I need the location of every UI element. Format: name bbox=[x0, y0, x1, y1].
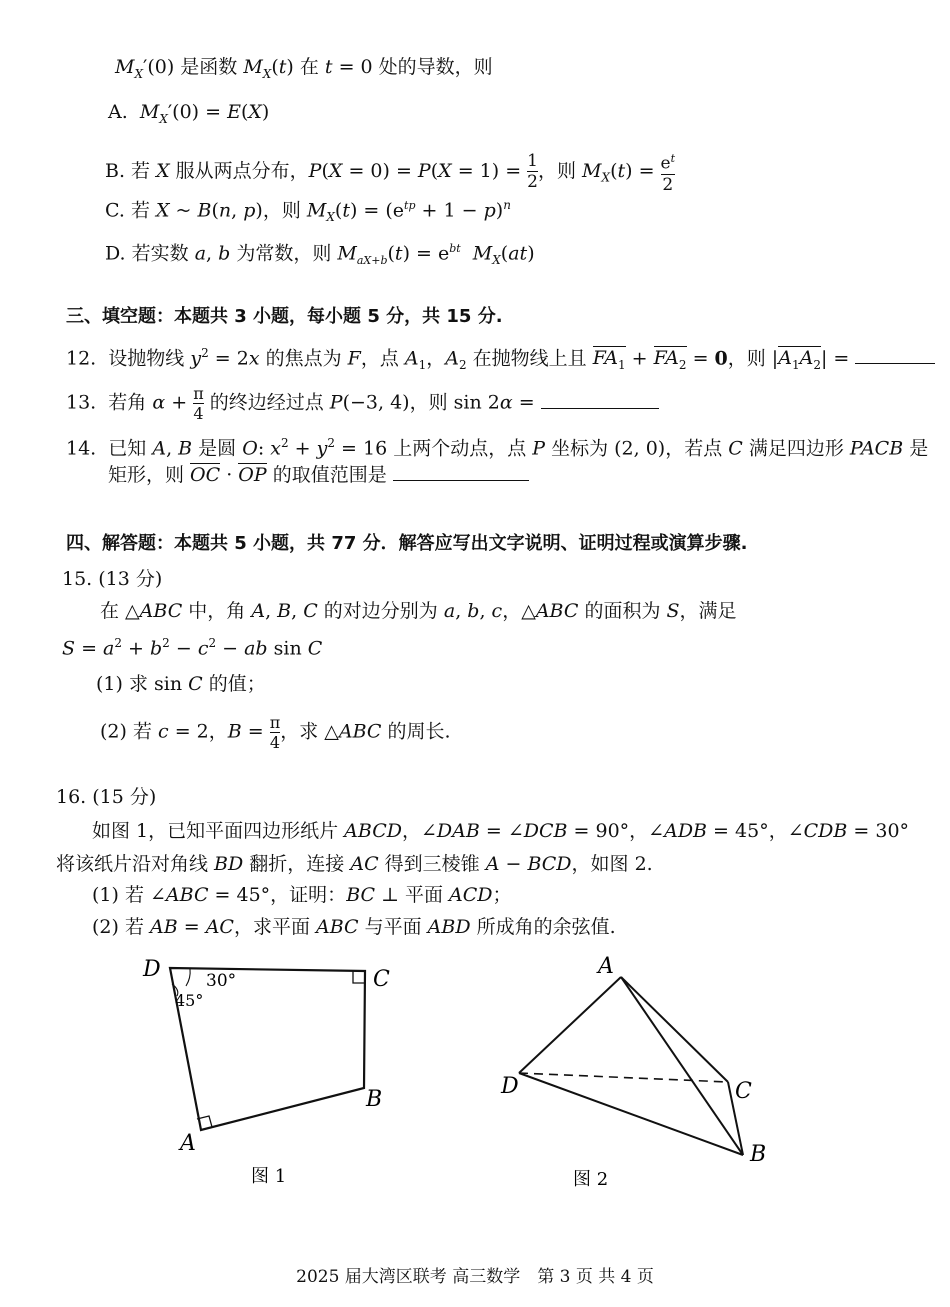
q11-intro: $M_X'(0)$ 是函数 $M_X(t)$ 在 t = 0 处的导数，则 bbox=[115, 56, 493, 81]
q15-line2: $S = a^2 + b^2 - c^2$ − ab sin C bbox=[62, 636, 323, 660]
q15-part2: (2) 若 c = 2，B = $\frac{\pi}{4}$ ，求 △ABC 的周长. bbox=[100, 713, 451, 752]
fig2-edge-ad bbox=[519, 977, 621, 1073]
figure-1 bbox=[142, 957, 390, 1187]
page-footer: 2025 届大湾区联考 高三数学 第 3 页 共 4 页 bbox=[296, 1267, 654, 1287]
q13: 13. 若角 α + $\frac{\pi}{4}$ 的终边经过点 P(−3, 4)，则 sin 2α = bbox=[66, 384, 659, 423]
q16-part2: (2) 若 AB = AC，求平面 ABC 与平面 ABD 所成角的余弦值. bbox=[92, 916, 616, 938]
q16-header: 16. (15 分) bbox=[56, 786, 157, 808]
fig1-arc-30 bbox=[186, 969, 190, 986]
section3-heading: 三、填空题：本题共 3 小题，每小题 5 分，共 15 分. bbox=[66, 306, 503, 327]
q11-option-b: B. 若 X 服从两点分布，P(X = 0) = P(X = 1) = $\frac{1}{2}$ ，则 $M_X(t)$ = $\frac{e^t}{2}$ bbox=[105, 149, 675, 195]
q11-option-c: C. 若 X ~ B(n, p)，则 $M_X(t) = (e^{tp} + 1 - p)^n$ bbox=[105, 198, 511, 225]
q14-line2: 矩形，则 OC · OP 的取值范围是 bbox=[108, 462, 529, 488]
fig1-right-angle-c bbox=[353, 971, 365, 983]
fig2-label-d: D bbox=[501, 1074, 519, 1099]
q16-line1: 如图 1，已知平面四边形纸片 ABCD，∠DAB = ∠DCB = 90°，∠ADB = 45°，∠CDB = 30° bbox=[92, 820, 910, 842]
q15-part1: (1) 求 sin C 的值； bbox=[96, 673, 266, 695]
q14-line1: 14. 已知 A, B 是圆 O: $x^2 + y^2 = 16$ 上两个动点，点 P 坐标为 (2, 0)，若点 C 满足四边形 PACB 是 bbox=[66, 436, 929, 460]
fig1-caption: 图 1 bbox=[251, 1166, 287, 1187]
fig1-angle-30: 30° bbox=[206, 971, 237, 991]
fig2-label-b: B bbox=[750, 1142, 767, 1167]
q15-line1: 在 △ABC 中，角 A, B, C 的对边分别为 a, b, c，△ABC 的面积为 S，满足 bbox=[100, 600, 737, 622]
fig1-label-c: C bbox=[373, 967, 390, 992]
q16-part1: (1) 若 ∠ABC = 45°，证明：BC ⊥ 平面 ACD； bbox=[92, 884, 512, 906]
fig2-edge-ab bbox=[621, 977, 743, 1155]
fig2-edge-ac bbox=[621, 977, 728, 1082]
section4-heading: 四、解答题：本题共 5 小题，共 77 分．解答应写出文字说明、证明过程或演算步骤. bbox=[66, 533, 748, 554]
figure-2 bbox=[500, 954, 766, 1190]
q11-option-d: D. 若实数 a, b 为常数，则 $M_{aX+b}(t) = e^{bt}$ $M_X(at)$ bbox=[105, 242, 535, 268]
fig2-edge-db bbox=[519, 1073, 743, 1155]
q11-option-a: A. $M_X'(0) = E(X)$ bbox=[108, 101, 270, 126]
q15-header: 15. (13 分) bbox=[62, 568, 163, 590]
fig2-caption: 图 2 bbox=[573, 1169, 609, 1190]
fig1-label-d: D bbox=[143, 957, 161, 982]
fig2-label-c: C bbox=[735, 1079, 752, 1104]
fig1-angle-45: 45° bbox=[175, 991, 204, 1010]
fig1-label-b: B bbox=[366, 1087, 383, 1112]
fig1-label-a: A bbox=[180, 1131, 196, 1156]
q16-line2: 将该纸片沿对角线 BD 翻折，连接 AC 得到三棱锥 A − BCD，如图 2. bbox=[56, 853, 653, 875]
q12: 12. 设抛物线 $y^2 = 2x$ 的焦点为 F，点 $A_1$，$A_2$ 在抛物线上且 $FA_1 + FA_2 = 0$，则 $|A_1A_2|$ = bbox=[66, 340, 935, 378]
fig2-label-a: A bbox=[598, 954, 614, 979]
fig2-edge-dc-hidden bbox=[519, 1073, 728, 1082]
